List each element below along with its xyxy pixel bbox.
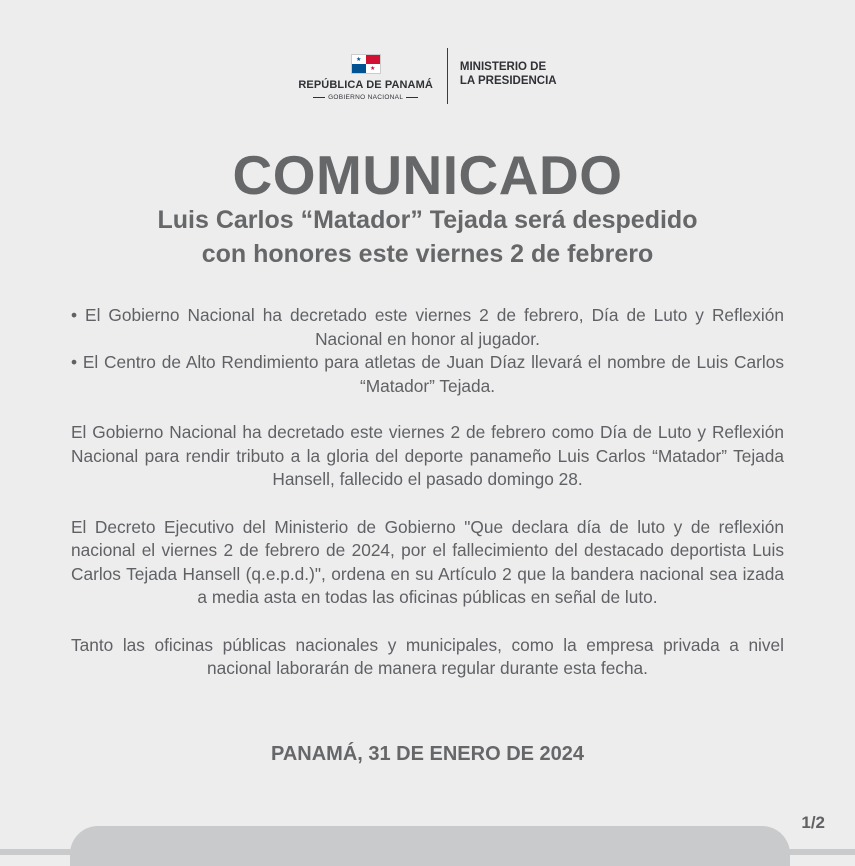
subtitle-line-2: con honores este viernes 2 de febrero xyxy=(201,240,654,268)
bullet-item: • El Centro de Alto Rendimiento para atletas de Juan Díaz llevará el nombre de Luis Carlos “Matador” Tejada. xyxy=(71,352,784,396)
government-logo xyxy=(298,48,447,104)
page-indicator: 1/2 xyxy=(801,813,825,832)
page-title: COMUNICADO xyxy=(232,144,623,206)
ministry-name xyxy=(448,48,557,104)
ministry-line-1: MINISTERIO DE xyxy=(459,61,547,73)
government-subtitle: GOBIERNO NACIONAL xyxy=(328,94,404,101)
footer-bar xyxy=(70,826,790,866)
body-content xyxy=(71,304,784,681)
paragraph: El Decreto Ejecutivo del Ministerio de Gobierno "Que declara día de luto y de reflexión nacional el viernes 2 de febrero de 2024, por el fallecimiento del destacado deportista Luis Carlos Tejada Hansell (q.e.p.d.)", ordena en su Artículo 2 que la bandera nacional sea izada a media asta en todas las oficinas públicas en señal de luto. xyxy=(71,516,784,607)
dateline: PANAMÁ, 31 DE ENERO DE 2024 xyxy=(270,743,585,765)
subtitle-line-1: Luis Carlos “Matador” Tejada será despedido xyxy=(157,206,698,234)
bullet-item: • El Gobierno Nacional ha decretado este viernes 2 de febrero, Día de Luto y Reflexión Nacional en honor al jugador. xyxy=(71,305,784,349)
panama-flag-icon: ★ ★ xyxy=(351,54,381,74)
bottom-strip xyxy=(0,849,855,855)
bullet-list xyxy=(71,304,784,398)
page-subtitle xyxy=(0,203,855,271)
paragraph: El Gobierno Nacional ha decretado este viernes 2 de febrero como Día de Luto y Reflexión Nacional para rendir tributo a la gloria del deporte panameño Luis Carlos “Matador” Tejada Hansell, fallecido el pasado domingo 28. xyxy=(71,422,784,489)
government-name: REPÚBLICA DE PANAMÁ xyxy=(298,79,433,91)
header xyxy=(0,48,855,104)
paragraph: Tanto las oficinas públicas nacionales y municipales, como la empresa privada a nivel nacional laborarán de manera regular durante esta fecha. xyxy=(71,634,784,678)
ministry-line-2: LA PRESIDENCIA xyxy=(459,75,557,87)
